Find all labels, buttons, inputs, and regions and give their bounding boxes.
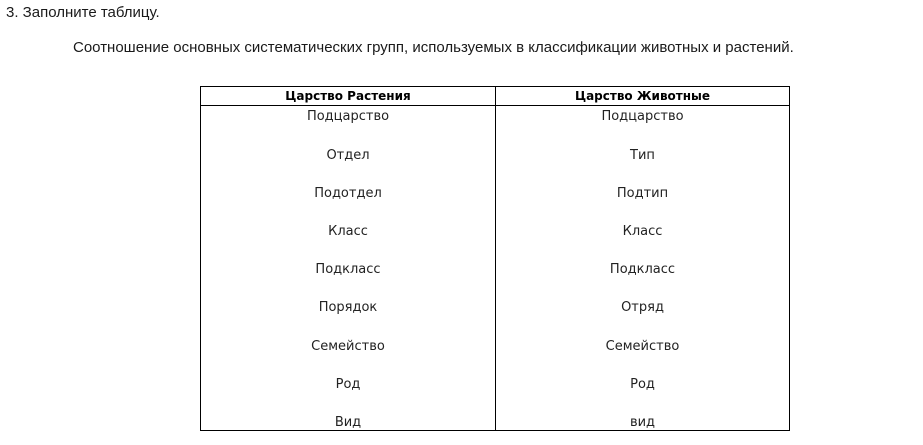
table-cell: Порядок [318, 300, 378, 315]
table-cell: Отдел [326, 148, 370, 163]
table-cell: Подцарство [601, 109, 684, 124]
column-header-animals: Царство Животные [496, 87, 789, 106]
table-cell: Класс [622, 224, 663, 239]
table-cell: Семейство [311, 339, 385, 354]
table-cell: Семейство [605, 339, 680, 354]
table-cell: Подтип [616, 186, 669, 201]
table-cell: Подотдел [314, 186, 382, 201]
table-cell: Отряд [621, 300, 664, 315]
table-cell: Подкласс [315, 262, 381, 277]
table-cell: Подкласс [609, 262, 676, 277]
task-heading: 3. Заполните таблицу. [6, 4, 160, 21]
table-cell: Род [335, 377, 361, 392]
table-cell: Тип [630, 148, 655, 163]
table-cell: вид [629, 415, 656, 430]
table-cell: Класс [328, 224, 368, 239]
column-header-plants: Царство Растения [201, 87, 495, 106]
classification-table [200, 86, 790, 431]
table-cell: Подцарство [306, 109, 390, 124]
table-caption: Соотношение основных систематических групп, используемых в классификации животных и растений. [73, 39, 794, 56]
table-cell: Вид [334, 415, 362, 430]
column-animals [496, 87, 789, 430]
column-plants [201, 87, 496, 430]
table-cell: Род [630, 377, 655, 392]
